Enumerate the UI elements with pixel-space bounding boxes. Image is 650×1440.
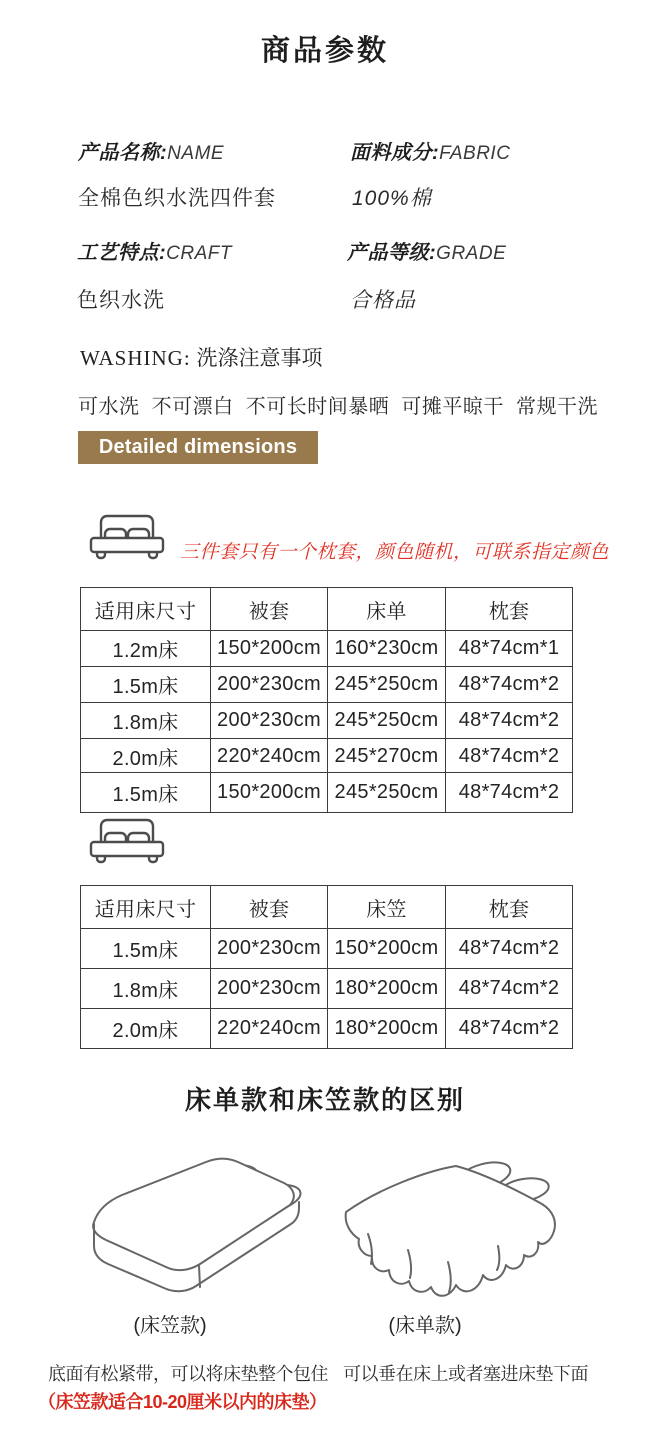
table-cell: 160*230cm [328, 631, 446, 667]
spec-craft-label [77, 236, 232, 265]
table-cell: 200*230cm [211, 969, 328, 1009]
table-cell: 1.2m床 [81, 631, 211, 667]
washing-heading-en: WASHING: [80, 346, 191, 370]
table-cell: 220*240cm [211, 739, 328, 775]
fitted-sheet-label: (床笠款) [133, 1315, 207, 1337]
table-cell: 1.8m床 [81, 703, 211, 739]
flat-sheet-label: (床单款) [388, 1315, 462, 1337]
table-row [81, 631, 573, 667]
fitted-size-table [80, 885, 573, 1049]
spec-name-label [78, 136, 224, 165]
bed-icon [88, 514, 166, 560]
spec-craft-value: 色织水洗 [77, 289, 165, 312]
table-cell: 48*74cm*2 [446, 739, 573, 775]
table-cell: 48*74cm*2 [446, 969, 573, 1009]
table-cell: 床笠 [328, 886, 446, 929]
table-cell: 48*74cm*2 [446, 703, 573, 739]
table-cell: 180*200cm [328, 1009, 446, 1049]
table-row [81, 969, 573, 1009]
bed-icon [88, 818, 166, 864]
table-cell: 被套 [211, 886, 328, 929]
table-cell: 180*200cm [328, 969, 446, 1009]
spec-name-value: 全棉色织水洗四件套 [78, 187, 276, 210]
sheet-size-table-extra-row [80, 772, 573, 813]
spec-name-label-en: NAME [167, 143, 225, 164]
table-row [81, 703, 573, 739]
fitted-sheet-illustration [78, 1152, 306, 1304]
table-cell: 200*230cm [211, 703, 328, 739]
table-cell: 被套 [211, 588, 328, 631]
table-cell: 枕套 [446, 588, 573, 631]
spec-fabric-label-cn: 面料成分: [350, 142, 440, 164]
fitted-sheet-note: （床笠款适合10-20厘米以内的床垫） [38, 1392, 327, 1412]
table-cell: 150*200cm [211, 773, 328, 813]
spec-fabric-label [350, 136, 510, 165]
table-cell: 48*74cm*1 [446, 631, 573, 667]
table-cell: 适用床尺寸 [81, 886, 211, 929]
table-row [81, 929, 573, 969]
table-row [81, 667, 573, 703]
flat-sheet-illustration [328, 1146, 570, 1306]
spec-craft-label-en: CRAFT [166, 243, 232, 264]
table-cell: 2.0m床 [81, 1009, 211, 1049]
spec-craft-label-cn: 工艺特点: [77, 242, 167, 264]
table-header-row [81, 588, 573, 631]
table-cell: 245*250cm [328, 773, 446, 813]
spec-fabric-value: 100%棉 [352, 187, 432, 210]
table-cell: 1.8m床 [81, 969, 211, 1009]
table-cell: 150*200cm [211, 631, 328, 667]
spec-grade-label [347, 236, 506, 265]
washing-heading [80, 342, 323, 372]
sheet-size-table [80, 587, 573, 775]
table-cell: 48*74cm*2 [446, 1009, 573, 1049]
table-cell: 1.5m床 [81, 929, 211, 969]
table-cell: 245*270cm [328, 739, 446, 775]
detailed-dimensions-banner: Detailed dimensions [78, 431, 318, 464]
table-row [81, 773, 573, 813]
table-cell: 适用床尺寸 [81, 588, 211, 631]
table-cell: 48*74cm*2 [446, 773, 573, 813]
comparison-title: 床单款和床笠款的区别 [184, 1085, 465, 1115]
table-cell: 48*74cm*2 [446, 667, 573, 703]
table-cell: 200*230cm [211, 667, 328, 703]
page-title: 商品参数 [260, 35, 389, 67]
table-row [81, 739, 573, 775]
table-cell: 床单 [328, 588, 446, 631]
fitted-sheet-description: 底面有松紧带，可以将床垫整个包住 [48, 1364, 328, 1384]
washing-heading-cn: 洗涤注意事项 [190, 347, 323, 370]
table-cell: 245*250cm [328, 667, 446, 703]
flat-sheet-description: 可以垂在床上或者塞进床垫下面 [343, 1364, 588, 1384]
table-cell: 枕套 [446, 886, 573, 929]
spec-fabric-label-en: FABRIC [439, 143, 511, 164]
table-cell: 2.0m床 [81, 739, 211, 775]
table-cell: 150*200cm [328, 929, 446, 969]
table-cell: 200*230cm [211, 929, 328, 969]
washing-instructions: 可水洗 不可漂白 不可长时间暴晒 可摊平晾干 常规干洗 [78, 396, 598, 418]
spec-grade-label-cn: 产品等级: [347, 242, 437, 264]
table-cell: 1.5m床 [81, 667, 211, 703]
table-cell: 1.5m床 [81, 773, 211, 813]
pillowcase-note: 三件套只有一个枕套，颜色随机，可联系指定颜色 [180, 542, 610, 563]
table-cell: 48*74cm*2 [446, 929, 573, 969]
table-row [81, 1009, 573, 1049]
spec-grade-value: 合格品 [350, 289, 416, 312]
table-header-row [81, 886, 573, 929]
table-cell: 245*250cm [328, 703, 446, 739]
spec-name-label-cn: 产品名称: [78, 142, 168, 164]
table-cell: 220*240cm [211, 1009, 328, 1049]
spec-grade-label-en: GRADE [436, 243, 507, 264]
